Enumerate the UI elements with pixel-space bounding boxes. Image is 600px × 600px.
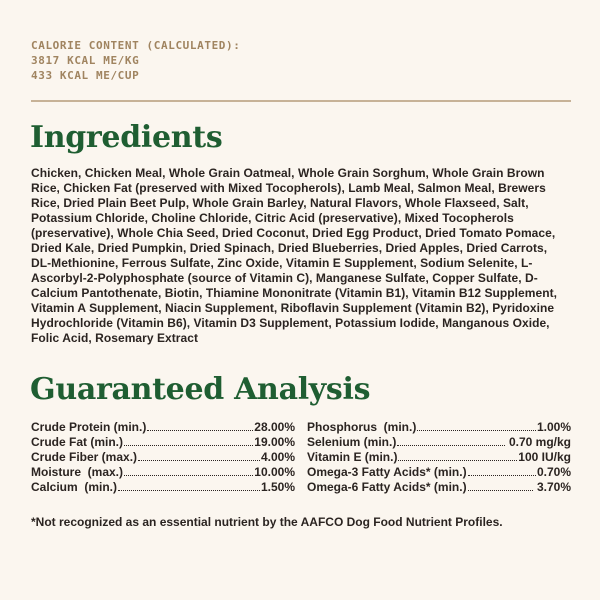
guaranteed-analysis-heading: Guaranteed Analysis: [30, 372, 371, 407]
dot-leader: [397, 445, 504, 446]
analysis-value: 19.00%: [254, 435, 295, 449]
footnote: *Not recognized as an essential nutrient by the AAFCO Dog Food Nutrient Profiles.: [31, 515, 503, 529]
dot-leader: [398, 460, 517, 461]
analysis-value: 28.00%: [254, 420, 295, 434]
analysis-label: Calcium (min.): [31, 480, 118, 494]
dot-leader: [124, 475, 253, 476]
analysis-row: [31, 450, 295, 465]
calorie-title: CALORIE CONTENT (CALCULATED):: [31, 39, 241, 52]
analysis-value: 1.50%: [260, 480, 295, 494]
analysis-row: [31, 480, 295, 495]
dot-leader: [468, 490, 533, 491]
analysis-value: 1.00%: [536, 420, 571, 434]
analysis-row: [307, 465, 571, 480]
analysis-row: [31, 465, 295, 480]
analysis-label: Selenium (min.): [307, 435, 397, 449]
analysis-label: Crude Protein (min.): [31, 420, 147, 434]
analysis-row: [307, 450, 571, 465]
analysis-label: Crude Fat (min.): [31, 435, 123, 449]
ingredients-list: Chicken, Chicken Meal, Whole Grain Oatmeal, Whole Grain Sorghum, Whole Grain Brown Rice, Chicken Fat (preserved with Mixed Tocopherols), Lamb Meal, Salmon Meal, Brewers Rice, Dried Plain Beet Pulp, Whole Grain Barley, Natural Flavors, Whole Flaxseed, Salt, Potassium Chloride, Choline Chloride, Citric Acid (preservative), Mixed Tocopherols (preservative), Whole Chia Seed, Dried Coconut, Dried Egg Product, Dried Tomato Pomace, Dried Kale, Dried Pumpkin, Dried Spinach, Dried Blueberries, Dried Apples, Dried Carrots, DL-Methionine, Ferrous Sulfate, Zinc Oxide, Vitamin E Supplement, Sodium Selenite, L-Ascorbyl-2-Polyphosphate (source of Vitamin C), Manganese Sulfate, Copper Sulfate, D-Calcium Pantothenate, Biotin, Thiamine Mononitrate (Vitamin B1), Vitamin B12 Supplement, Vitamin A Supplement, Niacin Supplement, Riboflavin Supplement (Vitamin B2), Pyridoxine Hydrochloride (Vitamin B6), Vitamin D3 Supplement, Potassium Iodide, Manganous Oxide, Folic Acid, Rosemary Extract: [31, 166, 558, 345]
analysis-label: Moisture (max.): [31, 465, 124, 479]
analysis-column-left: [31, 420, 295, 495]
analysis-row: [31, 420, 295, 435]
analysis-value: 0.70%: [536, 465, 571, 479]
analysis-label: Omega-6 Fatty Acids* (min.): [307, 480, 467, 494]
calorie-per-kg: 3817 KCAL ME/KG: [31, 54, 140, 67]
dot-leader: [417, 430, 536, 431]
analysis-row: [31, 435, 295, 450]
dot-leader: [468, 475, 536, 476]
analysis-column-right: [307, 420, 571, 495]
analysis-label: Crude Fiber (max.): [31, 450, 138, 464]
calorie-per-cup: 433 KCAL ME/CUP: [31, 69, 140, 82]
analysis-row: [307, 420, 571, 435]
analysis-label: Vitamin E (min.): [307, 450, 398, 464]
divider: [31, 100, 571, 102]
analysis-row: [307, 480, 571, 495]
dot-leader: [138, 460, 260, 461]
ingredients-heading: Ingredients: [30, 120, 223, 155]
analysis-value: 100 IU/kg: [518, 450, 571, 464]
analysis-value: 10.00%: [254, 465, 295, 479]
calorie-content: [31, 38, 571, 83]
guaranteed-analysis-table: [31, 420, 571, 495]
dot-leader: [147, 430, 253, 431]
dot-leader: [118, 490, 260, 491]
analysis-value: 0.70 mg/kg: [505, 435, 571, 449]
analysis-value: 4.00%: [260, 450, 295, 464]
analysis-row: [307, 435, 571, 450]
dot-leader: [124, 445, 253, 446]
analysis-label: Phosphorus (min.): [307, 420, 417, 434]
analysis-value: 3.70%: [533, 480, 571, 494]
analysis-label: Omega-3 Fatty Acids* (min.): [307, 465, 467, 479]
